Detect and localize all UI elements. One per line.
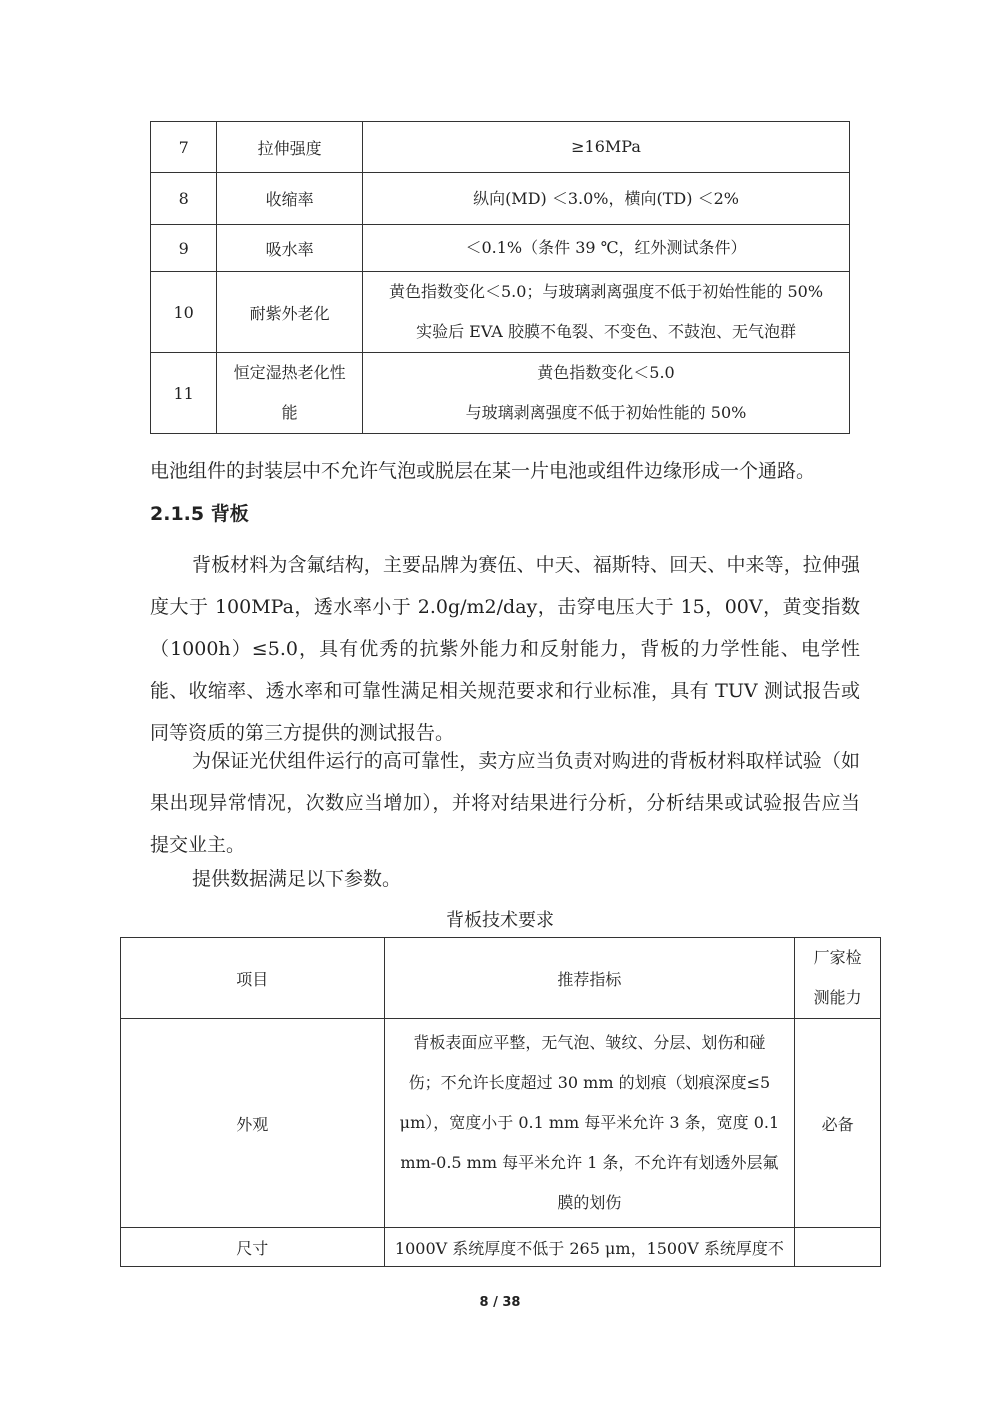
item-line: 恒定湿热老化性 (233, 363, 346, 382)
row-number: 11 (151, 353, 217, 434)
row-ability: 必备 (795, 1019, 881, 1228)
spec-line: μm），宽度小于 0.1 mm 每平米允许 3 条，宽度 0.1 (399, 1113, 780, 1132)
table-row (151, 353, 850, 434)
row-spec (363, 272, 850, 353)
spec-line: ≥16MPa (571, 137, 641, 156)
row-item: 拉伸强度 (217, 122, 363, 173)
row-item: 外观 (121, 1019, 385, 1228)
table-row (151, 272, 850, 353)
spec-line: 背板表面应平整，无气泡、皱纹、分层、划伤和碰 (413, 1033, 766, 1052)
paragraph-seal: 电池组件的封装层中不允许气泡或脱层在某一片电池或组件边缘形成一个通路。 (150, 460, 816, 482)
table-header-row (121, 938, 881, 1019)
row-item: 耐紫外老化 (217, 272, 363, 353)
spec-line: 黄色指数变化＜5.0；与玻璃剥离强度不低于初始性能的 50% (388, 282, 824, 301)
table-caption: 背板技术要求 (446, 910, 554, 931)
page-number: 8 / 38 (479, 1295, 521, 1310)
table-row (151, 122, 850, 173)
spec-line: 膜的划伤 (557, 1193, 622, 1212)
spec-line: 黄色指数变化＜5.0 (537, 363, 675, 382)
eva-spec-table (150, 121, 850, 434)
paragraph-reliability: 为保证光伏组件运行的高可靠性，卖方应当负责对购进的背板材料取样试验（如果出现异常情况，次数应当增加），并将对结果进行分析，分析结果或试验报告应当提交业主。 (150, 750, 860, 856)
row-item (217, 353, 363, 434)
spec-line: 伤；不允许长度超过 30 mm 的划痕（划痕深度≤5 (408, 1073, 771, 1092)
spec-line: 与玻璃剥离强度不低于初始性能的 50% (465, 403, 747, 422)
row-item: 吸水率 (217, 225, 363, 272)
paragraph-params: 提供数据满足以下参数。 (192, 868, 402, 890)
header-ability (795, 938, 881, 1019)
row-number: 7 (151, 122, 217, 173)
row-ability (795, 1228, 881, 1267)
header-line: 测能力 (813, 988, 862, 1007)
row-number: 8 (151, 173, 217, 225)
row-item: 尺寸 (121, 1228, 385, 1267)
section-heading: 2.1.5 背板 (150, 503, 249, 525)
row-item: 收缩率 (217, 173, 363, 225)
table-row (121, 1228, 881, 1267)
row-spec (363, 122, 850, 173)
row-spec (363, 353, 850, 434)
table-row (151, 173, 850, 225)
item-line: 能 (281, 403, 298, 422)
backsheet-spec-table (120, 937, 881, 1267)
row-spec (363, 225, 850, 272)
table-row (121, 1019, 881, 1228)
row-spec (384, 1019, 795, 1228)
row-number: 9 (151, 225, 217, 272)
row-number: 10 (151, 272, 217, 353)
header-line: 厂家检 (813, 948, 862, 967)
spec-line: ＜0.1%（条件 39 ℃，红外测试条件） (465, 238, 747, 257)
spec-line: 纵向(MD) ＜3.0%，横向(TD) ＜2% (473, 188, 739, 208)
header-spec: 推荐指标 (384, 938, 795, 1019)
row-spec (363, 173, 850, 225)
spec-line: mm-0.5 mm 每平米允许 1 条，不允许有划透外层氟 (400, 1153, 779, 1172)
row-spec (384, 1228, 795, 1267)
table-row (151, 225, 850, 272)
header-item: 项目 (121, 938, 385, 1019)
paragraph-backsheet: 背板材料为含氟结构，主要品牌为赛伍、中天、福斯特、回天、中来等，拉伸强度大于 100MPa，透水率小于 2.0g/m2/day，击穿电压大于 15，00V，黄变指数（1000h）≤5.0，具有优秀的抗紫外能力和反射能力，背板的力学性能、电学性能、收缩率、透水率和可靠性满足相关规范要求和行业标准，具有 TUV 测试报告或同等资质的第三方提供的测试报告。 (150, 554, 860, 744)
spec-line: 1000V 系统厚度不低于 265 μm，1500V 系统厚度不 (394, 1238, 784, 1258)
spec-line: 实验后 EVA 胶膜不龟裂、不变色、不鼓泡、无气泡群 (416, 322, 796, 341)
